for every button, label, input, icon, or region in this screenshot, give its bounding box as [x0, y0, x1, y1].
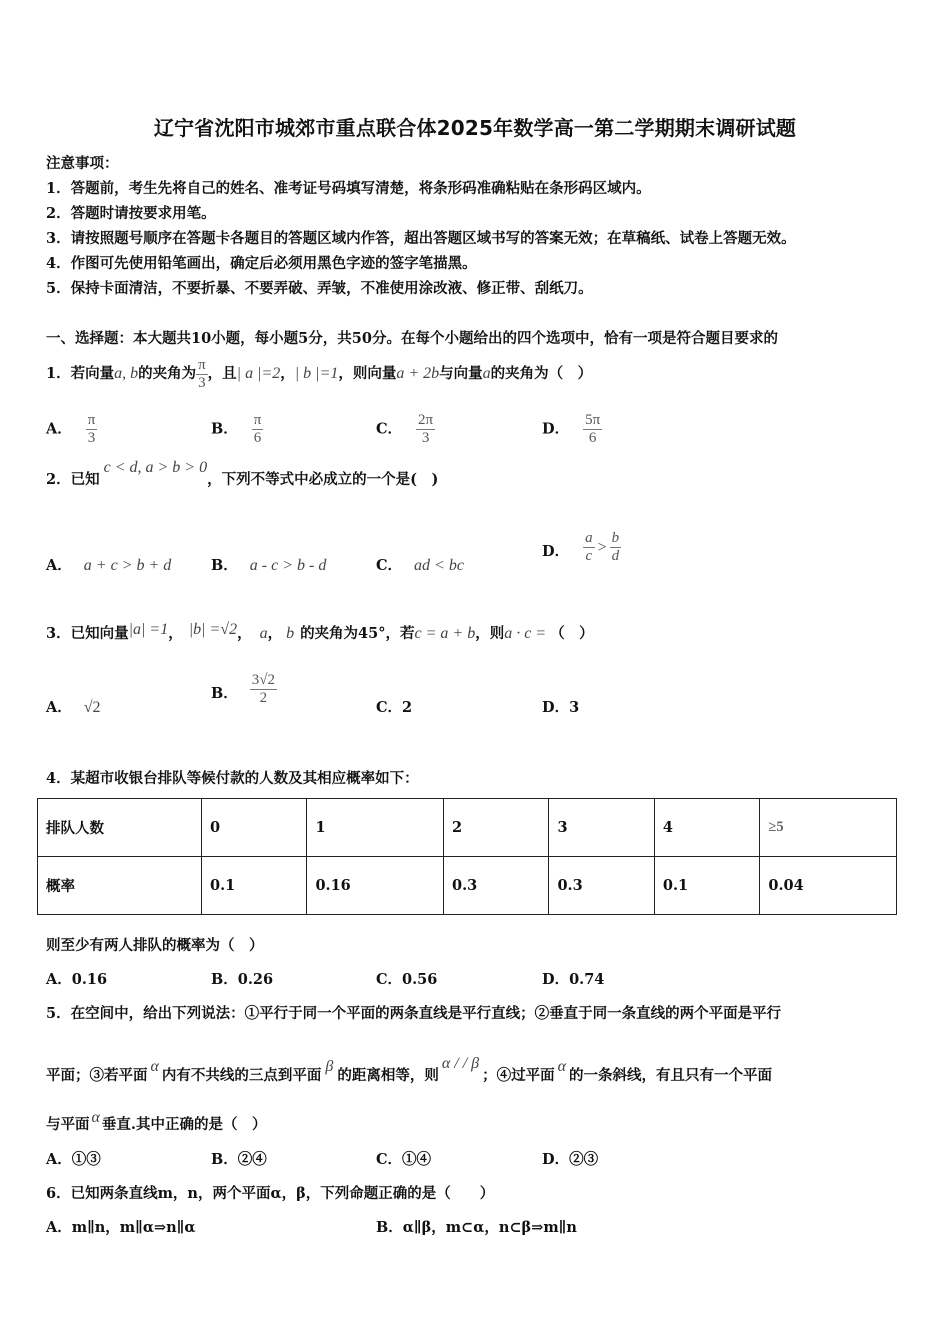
q3-text: ，: [267, 625, 283, 642]
option-fraction: [252, 412, 264, 447]
option-label: D．: [542, 420, 570, 438]
q4-option-d: D．0.74: [542, 971, 605, 988]
option-fraction: [86, 412, 98, 447]
q5-option-a: A．①③: [46, 1151, 101, 1168]
question-4-question: 则至少有两人排队的概率为（ ）: [46, 937, 264, 954]
q3-text: ，: [237, 625, 252, 642]
q1-option-c: [376, 412, 435, 447]
table-cell: 0.3: [444, 857, 549, 915]
fraction-denominator: 3: [198, 374, 206, 391]
q1-angle-fraction: [196, 357, 208, 392]
q1-text: ，: [280, 365, 295, 382]
question-5-line-1: 5．在空间中，给出下列说法：①平行于同一个平面的两条直线是平行直线；②垂直于同一条直线的两个平面是平行: [46, 1005, 782, 1022]
table-cell: 2: [444, 799, 549, 857]
fraction-numerator: π: [198, 356, 206, 373]
table-cell: 4: [654, 799, 759, 857]
queue-probability-table: [37, 798, 897, 915]
fraction-denominator: c: [585, 548, 593, 564]
fraction-denominator: 2: [259, 690, 268, 706]
question-3-stem: [46, 622, 594, 643]
q1-option-a: [46, 412, 97, 447]
q5-text: 平面；③若平面: [46, 1067, 148, 1084]
option-label: C．: [376, 420, 403, 438]
table-cell: 0: [202, 799, 307, 857]
q1-text: 的夹角为: [138, 365, 197, 382]
q6-option-a: A．m∥n，m∥α⇒n∥α: [46, 1219, 196, 1236]
option-expression: 2: [402, 699, 413, 716]
q5-text: 的一条斜线，有且只有一个平面: [569, 1067, 773, 1084]
q3-text: 3．已知向量: [46, 625, 129, 642]
q5-math-alpha: α: [557, 1058, 567, 1075]
q1-text: ，则向量: [338, 365, 397, 382]
fraction-numerator: 3√2: [251, 672, 275, 688]
q1-math-a: a: [482, 365, 491, 382]
q4-option-b: B．0.26: [211, 971, 274, 988]
q3-text: （ ）: [550, 625, 594, 642]
fraction-denominator: 3: [87, 430, 96, 446]
q3-math-dot: a · c =: [504, 625, 547, 642]
fraction-numerator: π: [87, 412, 96, 428]
option-label: B．: [211, 684, 238, 702]
q5-text: 垂直.其中正确的是（ ）: [101, 1116, 267, 1133]
q5-text: 的距离相等，则: [337, 1067, 439, 1084]
option-expression: ad < bc: [414, 557, 464, 574]
q3-math-a: a: [259, 625, 268, 642]
q5-text: 内有不共线的三点到平面: [161, 1067, 322, 1084]
table-cell: 3: [549, 799, 654, 857]
notice-item-4: 4．作图可先使用铅笔画出，确定后必须用黑色字迹的签字笔描黑。: [46, 255, 477, 272]
q2-math-condition: c < d, a > b > 0: [103, 459, 208, 476]
q3-math-norm-b: |b| =√2: [188, 621, 238, 638]
table-row: [38, 799, 897, 857]
q2-text: 2．已知: [46, 471, 100, 488]
q5-math-parallel: α / / β: [441, 1055, 480, 1072]
q2-option-b: [211, 554, 326, 575]
q5-text: ；④过平面: [482, 1067, 555, 1084]
option-label: B．: [211, 557, 238, 574]
option-label: D．: [542, 699, 570, 716]
table-row: [38, 857, 897, 915]
fraction-numerator: a: [585, 530, 593, 546]
option-fraction: [610, 530, 622, 565]
fraction-numerator: 5π: [585, 412, 601, 428]
q2-option-d: [542, 530, 621, 565]
q1-math-sum: a + 2b: [396, 365, 440, 382]
option-expression: a - c > b - d: [249, 557, 327, 574]
table-cell: 概率: [38, 857, 202, 915]
q1-option-d: [542, 412, 602, 447]
q3-option-c: [376, 696, 412, 717]
q1-math-norm-b: | b |=1: [294, 365, 339, 382]
table-cell: 0.1: [654, 857, 759, 915]
option-expression: √2: [83, 699, 101, 716]
option-expression: 3: [569, 699, 580, 716]
table-cell: 0.04: [760, 857, 897, 915]
question-2-stem: [46, 459, 439, 489]
q3-math-c: c = a + b: [414, 625, 476, 642]
option-label: A．: [46, 420, 72, 438]
fraction-denominator: 6: [588, 430, 597, 446]
fraction-denominator: 6: [253, 430, 262, 446]
option-label: C．: [376, 699, 403, 716]
option-fraction: [250, 672, 277, 707]
q6-option-b: B．α∥β，m⊂α，n⊂β⇒m∥n: [376, 1219, 577, 1236]
q5-option-d: D．②③: [542, 1151, 599, 1168]
notice-item-1: 1．答题前，考生先将自己的姓名、准考证号码填写清楚，将条形码准确粘贴在条形码区域内。: [46, 180, 651, 197]
question-4-stem: 4．某超市收银台排队等候付款的人数及其相应概率如下：: [46, 770, 419, 787]
table-cell: 1: [307, 799, 444, 857]
table-cell: 0.16: [307, 857, 444, 915]
q1-text: 与向量: [439, 365, 483, 382]
fraction-numerator: π: [253, 412, 262, 428]
notice-item-2: 2．答题时请按要求用笔。: [46, 205, 216, 222]
q5-option-c: C．①④: [376, 1151, 432, 1168]
q5-math-beta: β: [325, 1058, 334, 1075]
q5-math-alpha: α: [150, 1058, 159, 1075]
q1-text: 1．若向量: [46, 365, 115, 382]
option-fraction: [583, 412, 602, 447]
option-expression: a + c > b + d: [83, 557, 172, 574]
option-label: B．: [211, 420, 238, 438]
option-label: A．: [46, 557, 72, 574]
section-heading: 一、选择题：本大题共10小题，每小题5分，共50分。在每个小题给出的四个选项中，恰有一项是符合题目要求的: [46, 330, 778, 347]
table-cell: ≥5: [760, 799, 897, 857]
q4-option-c: C．0.56: [376, 971, 438, 988]
question-5-line-2: [46, 1055, 773, 1085]
q1-math-vectors: a, b: [114, 365, 139, 382]
notice-item-3: 3．请按照题号顺序在答题卡各题目的答题区域内作答，超出答题区域书写的答案无效；在草稿纸、试卷上答题无效。: [46, 230, 796, 247]
page-title: 辽宁省沈阳市城郊市重点联合体2025年数学高一第二学期期末调研试题: [153, 116, 797, 140]
table-cell: 排队人数: [38, 799, 202, 857]
option-label: C．: [376, 557, 403, 574]
q3-option-a: [46, 696, 101, 717]
option-fraction: [583, 530, 595, 565]
q2-option-a: [46, 554, 171, 575]
q3-text: 的夹角为45°，若: [300, 625, 415, 642]
question-1-stem: [46, 354, 592, 394]
q3-text: ，: [168, 625, 183, 642]
fraction-numerator: 2π: [418, 412, 434, 428]
fraction-numerator: b: [611, 530, 620, 546]
q2-option-c: [376, 554, 464, 575]
question-5-line-3: [46, 1109, 267, 1134]
q3-math-norm-a: |a| =1: [128, 621, 169, 638]
notice-item-5: 5．保持卡面清洁，不要折暴、不要弄破、弄皱，不准使用涂改液、修正带、刮纸刀。: [46, 280, 593, 297]
q5-text: 与平面: [46, 1116, 90, 1133]
q3-option-d: [542, 696, 579, 717]
q4-option-a: A．0.16: [46, 971, 108, 988]
q5-math-alpha: α: [91, 1109, 100, 1126]
q2-text: ，下列不等式中必成立的一个是( ): [207, 471, 439, 488]
option-operator: >: [597, 538, 607, 556]
fraction-denominator: 3: [421, 430, 430, 446]
fraction-denominator: d: [611, 548, 620, 564]
q1-text: ，且: [207, 365, 237, 382]
q3-math-b: b: [286, 625, 295, 642]
q5-option-b: B．②④: [211, 1151, 267, 1168]
notice-heading: 注意事项：: [46, 155, 119, 172]
option-label: D．: [542, 542, 570, 560]
q3-option-b: [211, 672, 277, 707]
table-cell: 0.1: [202, 857, 307, 915]
question-6-stem: 6．已知两条直线m，n，两个平面α，β，下列命题正确的是（ ）: [46, 1185, 495, 1202]
q1-math-norm-a: | a |=2: [236, 365, 281, 382]
q1-option-b: [211, 412, 263, 447]
table-cell: 0.3: [549, 857, 654, 915]
q3-text: ，则: [475, 625, 505, 642]
q1-text: 的夹角为（ ）: [490, 365, 593, 382]
option-fraction: [416, 412, 435, 447]
option-label: A．: [46, 699, 72, 716]
